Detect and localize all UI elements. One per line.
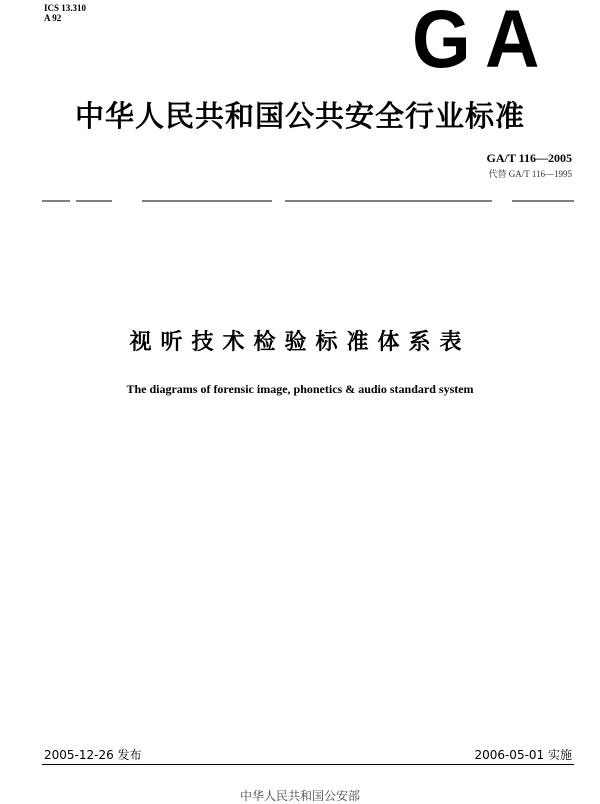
publisher: 中华人民共和国公安部	[239, 789, 360, 803]
standard-category-title: 中华人民共和国公共安全行业标准	[74, 99, 525, 133]
issue-date: 2005-12-26 发布	[44, 748, 142, 762]
replaces-standard: 代替 GA/T 116—1995	[488, 169, 572, 179]
ccs-code: A 92	[44, 13, 62, 23]
header-divider	[42, 199, 574, 203]
document-subtitle: The diagrams of forensic image, phonetics & audio standard system	[126, 382, 474, 396]
ics-code: ICS 13.310	[44, 3, 87, 13]
footer-divider	[42, 764, 574, 765]
document-title: 视听技术检验标准体系表	[129, 330, 471, 355]
standard-number: GA/T 116—2005	[486, 151, 572, 165]
logo-letter-g: G	[412, 0, 469, 85]
logo-letter-a: A	[484, 0, 538, 85]
ga-logo	[412, 0, 542, 85]
implementation-date: 2006-05-01 实施	[474, 748, 572, 762]
